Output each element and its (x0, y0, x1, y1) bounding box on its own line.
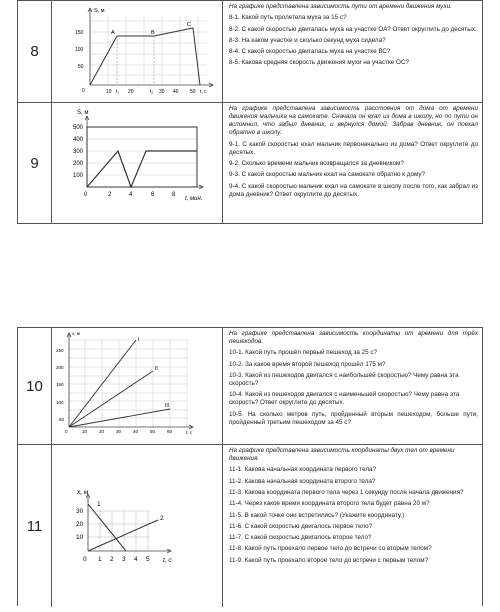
x-axis-label: t, с (200, 89, 207, 95)
origin-label: 0 (65, 429, 68, 434)
x-tick-label: 10 (82, 429, 88, 434)
x-tick-label: 1 (98, 556, 102, 563)
x-tick-label: 40 (173, 89, 179, 95)
task-intro: На графике представлена зависимость расстояния от дома от времени движения мальчика на самокате. Сначала он ехал из дома в школу, но по пути он вспомнил, что забыл дневник, и вернулся домой. Забрав дневник, он поехал обратно в школу. (229, 105, 478, 137)
question: 10-1. Какой путь прошёл первый пешеход за 25 с? (229, 349, 378, 357)
question: 10-4. Какой из пешеходов двигался с наименьшей скоростью? Чему равна эта скорость? Ответ округлите до десятых. (229, 391, 460, 407)
graph-two-bodies (52, 445, 222, 607)
line-label: 2 (160, 515, 164, 522)
task-row-10 (18, 328, 482, 444)
question: 9-1. С какой скоростью ехал мальчик первоначально из дома? Ответ округлите до десятых. (229, 140, 478, 156)
x-axis-label: t, c (186, 430, 193, 435)
question: 10-3. Какой из пешеходов двигался с наибольшей скоростью? Чему равна эта скорость? (229, 371, 459, 388)
question: 11-6. С какой скоростью двигалось первое тело? (229, 522, 373, 530)
line-label: II (155, 366, 158, 372)
task-row-8 (18, 1, 482, 102)
task-number: 10 (18, 328, 52, 444)
question: 9-2. Сколько времени мальчик возвращался за дневником? (229, 159, 404, 167)
task-intro: На графике представлена зависимость координаты от времени для трёх пешеходов. (229, 330, 478, 346)
x-tick-label: 3 (122, 556, 126, 563)
y-tick-label: 200 (73, 161, 84, 167)
y-tick-label: 150 (56, 382, 64, 387)
graph-grid (88, 511, 150, 551)
task-figure (52, 445, 223, 607)
task-text (223, 1, 482, 102)
line-label: I (138, 337, 140, 343)
y-tick-label: 20 (76, 521, 84, 528)
y-tick-label: 250 (56, 348, 64, 353)
task-text (223, 328, 482, 444)
x-tick-label: 4 (134, 556, 138, 563)
y-tick-label: 500 (73, 125, 84, 131)
graph-lines (69, 340, 170, 427)
y-tick-label: 300 (73, 149, 84, 155)
question: 11-3. Какова координата первого тела через 1 секунду после начала движения? (229, 488, 464, 496)
origin-label: 0 (82, 88, 85, 94)
graph-line (90, 28, 200, 85)
y-tick-label: 10 (76, 534, 84, 541)
y-axis-label: S, м (77, 110, 89, 116)
x-tick-label: 2 (110, 556, 114, 563)
y-tick-label: 150 (75, 30, 84, 36)
task-intro: На графике представлена зависимость пути от времени движения мухи. (229, 3, 452, 10)
task-row-9 (18, 102, 482, 224)
graph-frame (87, 127, 197, 187)
graph-line (87, 151, 197, 187)
x-tick-label: 6 (151, 192, 155, 198)
task-figure (52, 1, 223, 102)
graph-boy-scooter (52, 103, 222, 224)
graph-grid (69, 340, 187, 427)
question: 10-5. На сколько метров путь, пройденный вторым пешеходом, больше пути, пройденный третьим пешеходом за 45 с? (229, 410, 478, 426)
question: 9-3. С какой скоростью мальчик ехал на самокате обратно к дому? (229, 171, 426, 179)
question: 8-4. С какой скоростью двигалась муха на участке ВС? (229, 48, 391, 56)
y-axis-label: S, м (94, 8, 105, 14)
question: 11-7. С какой скоростью двигалось второе тело? (229, 534, 372, 542)
task-number: 11 (18, 445, 52, 607)
x-tick-label: 2 (108, 192, 112, 198)
task-row-11 (18, 444, 482, 607)
task-figure (52, 328, 223, 444)
task-text (223, 103, 482, 224)
origin-label: 0 (84, 192, 88, 198)
task-table-top (17, 0, 483, 224)
question: 8-5. Какова средняя скорость движения мухи на участке ОС? (229, 59, 409, 67)
task-figure (52, 103, 223, 224)
x-tick-label: 40 (133, 429, 139, 434)
x-tick-label: 20 (128, 89, 134, 95)
question: 11-8. Какой путь проехало первое тело до встречи со вторым телом? (229, 545, 432, 553)
x-tick-label: 20 (99, 429, 105, 434)
x-tick-label: 4 (129, 192, 133, 198)
point-label: B (151, 30, 155, 36)
graph-pedestrians (52, 328, 222, 444)
y-tick-label: 100 (56, 400, 64, 405)
x-tick-label: 10 (106, 89, 112, 95)
task-number: 9 (18, 103, 52, 224)
line-label: 1 (97, 501, 101, 508)
question: 11-5. В какой точке они встретились? (Укажите координату.) (229, 511, 405, 519)
question: 11-1. Какова начальная координата первого тела? (229, 466, 377, 474)
x-mark-label: t₂ (150, 89, 154, 95)
task-table-bottom (17, 327, 483, 606)
point-label: A (111, 30, 115, 36)
graph-fly-path (52, 1, 222, 102)
graph-helper-lines (117, 36, 154, 85)
x-tick-label: 30 (116, 429, 122, 434)
question: 8-2. С какой скоростью двигалась муха на участке ОА? Ответ округлить до десятых. (229, 25, 477, 33)
x-mark-label: t₁ (116, 89, 120, 95)
question: 11-9. Какой путь проехало второе тело до встречи с первым телом? (229, 556, 429, 564)
y-tick-label: 400 (73, 137, 84, 143)
x-tick-label: 50 (190, 89, 196, 95)
y-tick-label: 50 (78, 64, 84, 70)
task-number: 8 (18, 1, 52, 102)
y-tick-label: 30 (76, 508, 84, 515)
y-axis-label: x, м (77, 489, 89, 496)
question: 8-3. На каком участке и сколько секунд муха сидела? (229, 36, 386, 44)
line-label: III (165, 403, 170, 409)
question: 11-2. Какова начальная координата второго тела? (229, 477, 376, 485)
origin-label: 0 (83, 556, 87, 563)
x-axis-label: t, мин. (185, 196, 203, 202)
task-intro: На графике представлена зависимость координаты двух тел от времени движения. (229, 447, 455, 463)
y-tick-label: 50 (59, 417, 65, 422)
x-tick-label: 5 (146, 556, 150, 563)
question: 11-4. Через какое время координата второго тела будет равна 20 м? (229, 500, 430, 508)
x-tick-label: 60 (167, 429, 173, 434)
question: 10-2. За какое время второй пешеход прошёл 175 м? (229, 360, 386, 368)
x-tick-label: 30 (159, 89, 165, 95)
y-tick-label: 100 (73, 173, 84, 179)
x-axis-label: t, c (163, 557, 172, 564)
y-axis-label: x, м (72, 331, 80, 336)
point-label: C (187, 22, 191, 28)
x-tick-label: 50 (150, 429, 156, 434)
question: 8-1. Какой путь пролетела муха за 15 с? (229, 14, 347, 22)
x-tick-label: 8 (172, 192, 176, 198)
question: 9-4. С какой скоростью мальчик ехал на самокате в школу после того, как забрал из дома дневник? Ответ округлите до десятых. (229, 182, 478, 198)
y-tick-label: 100 (75, 47, 84, 53)
task-text (223, 445, 482, 607)
y-tick-label: 200 (56, 365, 64, 370)
